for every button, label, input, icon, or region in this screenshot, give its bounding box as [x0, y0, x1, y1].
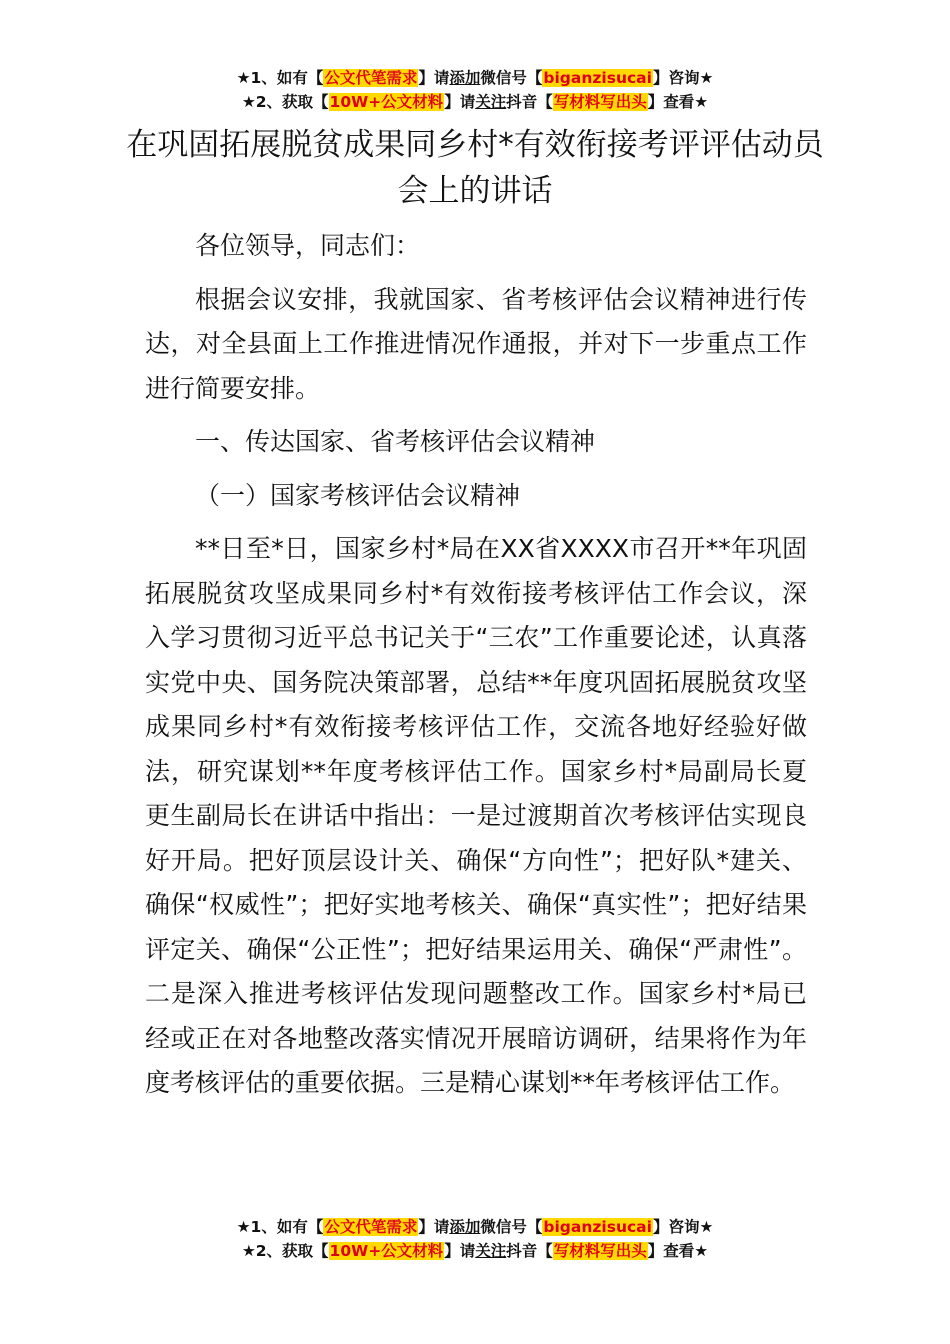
highlight-wechat-id: biganzisucai — [543, 69, 652, 87]
salutation: 各位领导，同志们： — [195, 231, 421, 260]
banner-text: 抖音【 — [506, 93, 553, 111]
document-title: 在巩固拓展脱贫成果同乡村*有效衔接考评评估动员会上的讲话 — [126, 127, 824, 209]
highlight-service: 公文代笔需求 — [324, 1218, 418, 1236]
banner-text: 】请 — [444, 93, 476, 111]
banner-text: 】请 — [418, 1218, 450, 1236]
highlight-douyin: 写材料写出头 — [553, 1242, 647, 1260]
banner-text: 】咨询★ — [652, 1218, 714, 1236]
document-body — [145, 224, 807, 1115]
underlined-text: 添加 — [449, 69, 481, 87]
banner-line-1 — [0, 1215, 950, 1239]
paragraph-content: **日至*日，国家乡村*局在XX省XXXX市召开**年巩固拓展脱贫攻坚成果同乡村*有效衔接考核评估工作会议，深入学习贯彻习近平总书记关于“三农”工作重要论述，认真落实党中央、国务院决策部署，总结**年度巩固拓展脱贫攻坚成果同乡村*有效衔接考核评估工作，交流各地好经验好做法，研究谋划**年度考核评估工作。国家乡村*局副局长夏更生副局长在讲话中指出：一是过渡期首次考核评估实现良好开局。把好顶层设计关、确保“方向性”；把好队*建关、确保“权威性”；把好实地考核关、确保“真实性”；把好结果评定关、确保“公正性”；把好结果运用关、确保“严肃性”。二是深入推进考核评估发现问题整改工作。国家乡村*局已经或正在对各地整改落实情况开展暗访调研，结果将作为年度考核评估的重要依据。三是精心谋划**年考核评估工作。 — [145, 534, 807, 1097]
highlight-service: 公文代笔需求 — [324, 69, 418, 87]
banner-text: ★2、获取【 — [241, 1242, 329, 1260]
header-banner — [0, 66, 950, 114]
subsection-heading: （一）国家考核评估会议精神 — [195, 480, 521, 510]
banner-text: 】咨询★ — [652, 69, 714, 87]
banner-text: 】请 — [444, 1242, 476, 1260]
paragraph-intro: 根据会议安排，我就国家、省考核评估会议精神进行传达，对全县面上工作推进情况作通报，并对下一步重点工作进行简要安排。 — [145, 284, 807, 403]
banner-line-1 — [0, 66, 950, 90]
banner-text: 抖音【 — [506, 1242, 553, 1260]
banner-text: 微信号【 — [480, 69, 543, 87]
underlined-text: 添加 — [449, 1218, 481, 1236]
footer-banner — [0, 1215, 950, 1263]
highlight-wechat-id: biganzisucai — [543, 1218, 652, 1236]
highlight-materials: 10W+公文材料 — [329, 93, 444, 111]
banner-text: 微信号【 — [480, 1218, 543, 1236]
underlined-text: 关注 — [475, 93, 507, 111]
banner-line-2 — [0, 1239, 950, 1263]
banner-text: 】查看★ — [647, 1242, 709, 1260]
banner-line-2 — [0, 90, 950, 114]
banner-text: ★2、获取【 — [241, 93, 329, 111]
highlight-materials: 10W+公文材料 — [329, 1242, 444, 1260]
banner-text: 】请 — [418, 69, 450, 87]
highlight-douyin: 写材料写出头 — [553, 93, 647, 111]
banner-text: 】查看★ — [647, 93, 709, 111]
banner-text: ★1、如有【 — [236, 1218, 324, 1236]
underlined-text: 关注 — [475, 1242, 507, 1260]
banner-text: ★1、如有【 — [236, 69, 324, 87]
section-heading: 一、传达国家、省考核评估会议精神 — [195, 427, 596, 456]
